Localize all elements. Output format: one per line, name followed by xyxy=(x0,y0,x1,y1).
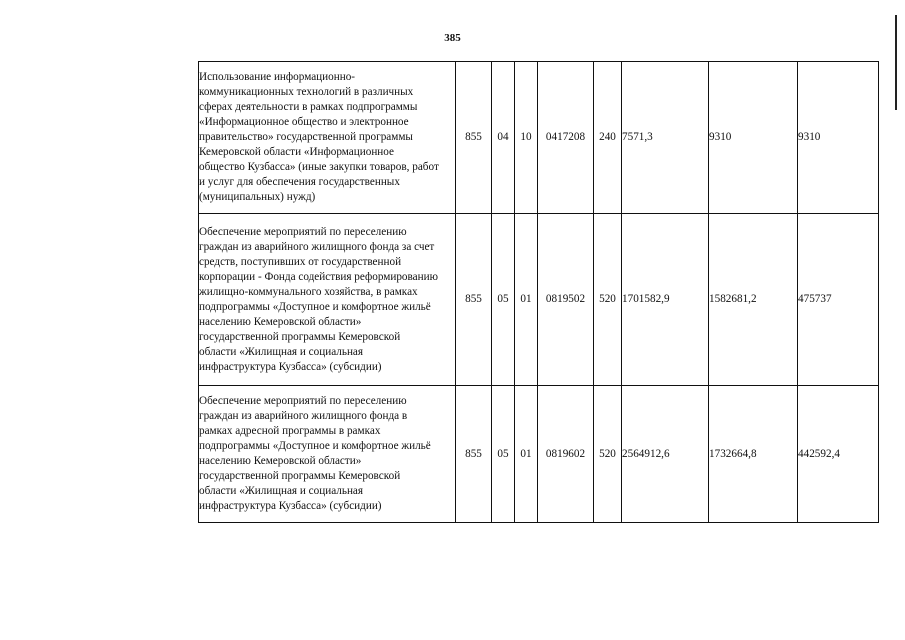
table-row xyxy=(199,214,879,386)
ministry-code: 855 xyxy=(456,214,492,386)
amount-year-3: 442592,4 xyxy=(798,386,879,523)
amount-year-1: 2564912,6 xyxy=(622,386,709,523)
table-row xyxy=(199,386,879,523)
amount-year-2: 9310 xyxy=(709,62,798,214)
amount-year-2: 1582681,2 xyxy=(709,214,798,386)
section-code: 05 xyxy=(492,214,515,386)
budget-table xyxy=(198,61,879,523)
amount-year-2: 1732664,8 xyxy=(709,386,798,523)
ministry-code: 855 xyxy=(456,386,492,523)
amount-year-1: 7571,3 xyxy=(622,62,709,214)
amount-year-3: 9310 xyxy=(798,62,879,214)
table-row xyxy=(199,62,879,214)
target-article-code: 0819502 xyxy=(538,214,594,386)
expense-type-code: 240 xyxy=(594,62,622,214)
expense-type-code: 520 xyxy=(594,386,622,523)
target-article-code: 0819602 xyxy=(538,386,594,523)
subsection-code: 01 xyxy=(515,214,538,386)
row-description: Обеспечение мероприятий по переселению граждан из аварийного жилищного фонда за счет средств, поступивших от государственной корпорации - Фонда содействия реформированию жилищно-коммунального хозяйства, в рамках подпрограммы «Доступное и комфортное жильё населению Кемеровской области» государственной программы Кемеровской области «Жилищная и социальная инфраструктура Кузбасса» (субсидии) xyxy=(199,214,456,386)
ministry-code: 855 xyxy=(456,62,492,214)
subsection-code: 10 xyxy=(515,62,538,214)
row-description: Использование информационно- коммуникационных технологий в различных сферах деятельности в рамках подпрограммы «Информационное общество и электронное правительство» государственной программы Кемеровской области «Информационное общество Кузбасса» (иные закупки товаров, работ и услуг для обеспечения государственных (муниципальных) нужд) xyxy=(199,62,456,214)
amount-year-1: 1701582,9 xyxy=(622,214,709,386)
section-code: 05 xyxy=(492,386,515,523)
page-number: 385 xyxy=(444,32,461,44)
amount-year-3: 475737 xyxy=(798,214,879,386)
row-description: Обеспечение мероприятий по переселению граждан из аварийного жилищного фонда в рамках адресной программы в рамках подпрограммы «Доступное и комфортное жильё населению Кемеровской области» государственной программы Кемеровской области «Жилищная и социальная инфраструктура Кузбасса» (субсидии) xyxy=(199,386,456,523)
expense-type-code: 520 xyxy=(594,214,622,386)
section-code: 04 xyxy=(492,62,515,214)
target-article-code: 0417208 xyxy=(538,62,594,214)
subsection-code: 01 xyxy=(515,386,538,523)
scan-edge-line xyxy=(895,15,897,110)
